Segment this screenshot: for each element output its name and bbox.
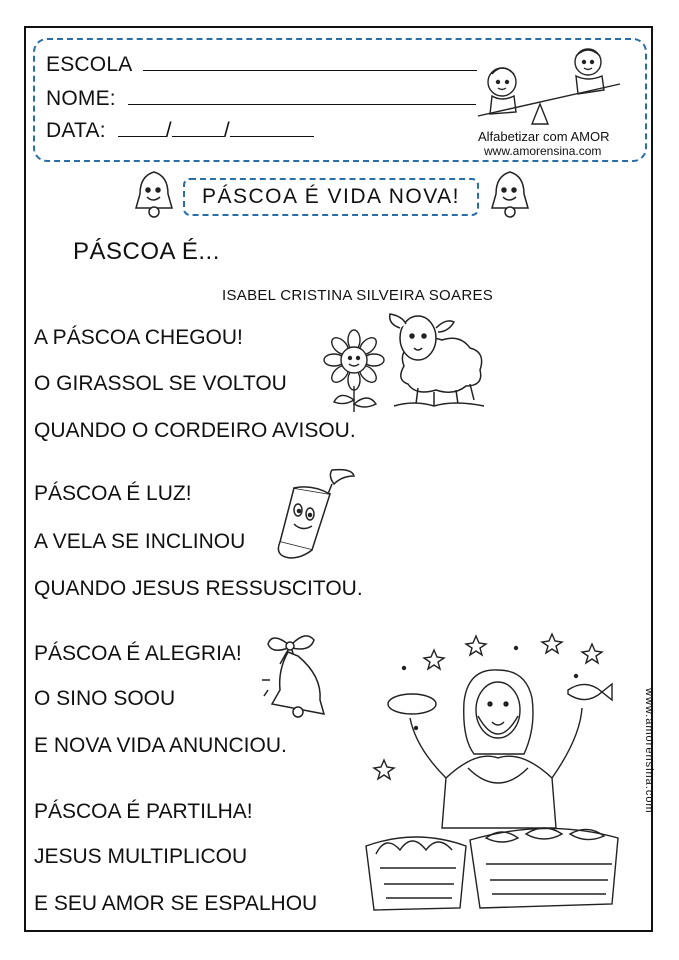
bell-icon	[486, 168, 534, 220]
poem-author: ISABEL CRISTINA SILVEIRA SOARES	[222, 287, 494, 304]
candle-icon	[272, 466, 362, 562]
day-input-line[interactable]	[118, 118, 166, 137]
brand-credit	[478, 130, 610, 158]
month-input-line[interactable]	[172, 118, 224, 137]
side-watermark: www.amorensina.com	[643, 688, 655, 814]
verse-line: E SEU AMOR SE ESPALHOU	[34, 892, 318, 915]
title-box	[183, 178, 479, 216]
poem-heading: PÁSCOA É...	[73, 238, 220, 265]
verse-line: JESUS MULTIPLICOU	[34, 845, 248, 868]
page-title: PÁSCOA É VIDA NOVA!	[201, 185, 461, 208]
verse-line: O SINO SOOU	[34, 687, 176, 710]
verse-line: O GIRASSOL SE VOLTOU	[34, 372, 287, 395]
nome-field	[46, 86, 476, 111]
brand-name: Alfabetizar com AMOR	[478, 129, 610, 144]
sunflower-icon	[320, 330, 390, 416]
ribbon-bell-icon	[258, 630, 338, 722]
verse-line: QUANDO JESUS RESSUSCITOU.	[34, 577, 363, 600]
nome-label: NOME:	[46, 87, 116, 110]
verse-line: PÁSCOA É ALEGRIA!	[34, 642, 242, 665]
verse-line: PÁSCOA É LUZ!	[34, 482, 192, 505]
data-label: DATA:	[46, 119, 106, 142]
escola-label: ESCOLA	[46, 53, 132, 76]
data-field	[46, 118, 314, 143]
escola-input-line[interactable]	[143, 52, 477, 71]
bell-icon	[130, 168, 178, 220]
verse-line: PÁSCOA É PARTILHA!	[34, 800, 253, 823]
verse-line: E NOVA VIDA ANUNCIOU.	[34, 734, 287, 757]
year-input-line[interactable]	[230, 118, 314, 137]
date-separator: /	[165, 119, 172, 142]
jesus-bread-fish-illustration	[356, 628, 640, 926]
verse-line: QUANDO O CORDEIRO AVISOU.	[34, 419, 356, 442]
verse-line: A PÁSCOA CHEGOU!	[34, 326, 243, 349]
verse-line: A VELA SE INCLINOU	[34, 530, 246, 553]
date-separator: /	[223, 119, 230, 142]
escola-field	[46, 52, 477, 77]
kids-seesaw-illustration	[470, 44, 630, 130]
lamb-icon	[384, 306, 494, 410]
brand-url: www.amorensina.com	[484, 144, 602, 158]
nome-input-line[interactable]	[128, 86, 476, 105]
